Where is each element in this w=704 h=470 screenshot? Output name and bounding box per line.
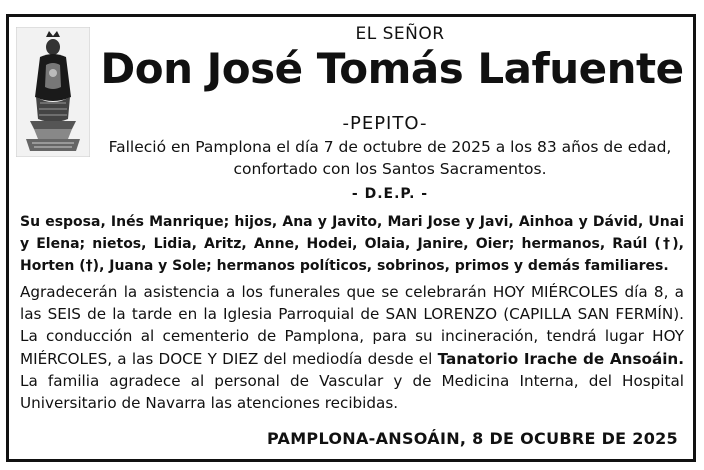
funeral-text-1: Agradecerán la asistencia a los funerales que se celebrarán HOY MIÉRCOLES día 8, a las SEIS de la tarde en la Iglesia Parroquial de SAN LORENZO (CAPILLA SAN FERMÍN). La conducción al cementerio de Pamplona, para su incineración, tendrá lugar HOY MIÉRCOLES, a las DOCE Y DIEZ del mediodía desde el (20, 283, 684, 368)
religious-statue-icon (16, 27, 90, 157)
family-paragraph: Su esposa, Inés Manrique; hijos, Ana y Javito, Mari Jose y Javi, Ainhoa y Dávid, Unai y Elena; nietos, Lidia, Aritz, Anne, Hodei, Olaia, Janire, Oier; hermanos, Raúl (†), Horten (†), Juana y Sole; hermanos políticos, sobrinos, primos y demás familiares. (20, 214, 684, 274)
footer-place-date: PAMPLONA-ANSOÁIN, 8 DE OCUBRE DE 2025 (266, 429, 678, 448)
death-notice (100, 136, 680, 180)
funeral-paragraph (20, 281, 684, 414)
rip-label: - D.E.P. - (351, 186, 429, 202)
death-line-2: confortado con los Santos Sacramentos. (233, 160, 547, 178)
deceased-name: Don José Tomás Lafuente (100, 44, 684, 93)
funeral-text-2: La familia agradece al personal de Vascular y de Medicina Interna, del Hospital Universitario de Navarra las atenciones recibidas. (20, 371, 684, 413)
pre-title: EL SEÑOR (355, 24, 445, 44)
death-line-1: Falleció en Pamplona el día 7 de octubre de 2025 a los 83 años de edad, (108, 138, 672, 156)
funeral-home-name: Tanatorio Irache de Ansoáin. (437, 349, 685, 368)
nickname: -PEPITO- (342, 113, 428, 134)
